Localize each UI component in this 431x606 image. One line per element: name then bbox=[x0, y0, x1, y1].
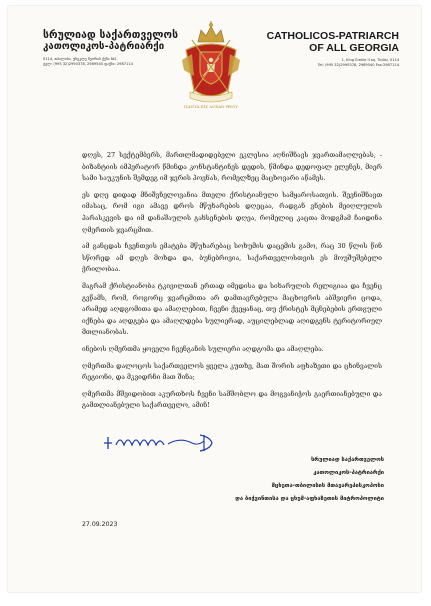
address-line: 0114, თბილისი, ერეკლე მეორის ქუჩა №1 bbox=[43, 57, 117, 61]
handwritten-signature bbox=[100, 431, 216, 453]
body-paragraph: ეს დღე დიდად მნიშვნელოვანია მთელი ქრისტიანული სამყაროსათვის. შევნიშნავთ იმასაც, რომ იგი ამავე დროს მწუხარების დღეცაა, რადგან ვნების მეიღლულის პარასკევის და იმ დანაშაულის გახსენების დღეა, რომელიც კაცთა მოდგმამ ჩაიდინა ღმერთის ჯვარცმით. bbox=[82, 190, 382, 234]
emblem-motto: ΠΑΝΤΑ ΕΙΣ ΔΟΞΑΝ ΘΕΟΥ bbox=[183, 104, 239, 109]
letter-date: 27.09.2023 bbox=[82, 521, 118, 528]
signatory-titles bbox=[234, 454, 384, 506]
contacts-line: ტელ: (995 32)2990378, 2989540 ფაქსი: 2987114 bbox=[43, 62, 133, 66]
body-paragraph: ამ განცდას ჩვენთვის ემატება მწუხარებაც სოხუმის დაცემის გამო, რაც 30 წლის წინ სწორედ ამ დღეს მოხდა და, ბუნებრივია, საქართველოსთვის ეს მოუშუშებელი ჭრილობაა. bbox=[82, 242, 382, 274]
letterhead-title-en-line1: CATHOLICOS-PATRIARCH bbox=[266, 30, 399, 42]
letterhead-title-line1: სრულიად საქართველოს bbox=[43, 29, 179, 41]
letterhead-english bbox=[254, 30, 399, 68]
signatory-line: სრულიად საქართველოს bbox=[311, 457, 384, 463]
signatory-line: მცხეთა-თბილისის მთავარეპისკოპოსი bbox=[271, 483, 384, 489]
contacts-line-en: Tel: (995 32)2990378, 2989540 Fax:2987114 bbox=[317, 63, 399, 67]
letterhead-title-en-line2: OF ALL GEORGIA bbox=[309, 42, 399, 54]
body-paragraph: დღეს, 27 სექტემბერს, მართლმადიდებელი ეკლესია აღნიშნავს ჯვართამაღლებას, - ბიზანტიის იმპერატორ წმინდა კონსტანტინეს დედის, წმინდა დედოფალ ელენეს, მიერ სამი საუკუნის შემდეგ იმ ჯვრის პოვნას, რომელზეც მაცხოვარი აწამეს. bbox=[82, 151, 382, 183]
letterhead-address-ge bbox=[43, 57, 193, 67]
letter-body bbox=[82, 150, 382, 417]
letterhead-georgian bbox=[43, 30, 193, 67]
letter-page bbox=[8, 6, 421, 592]
body-paragraph: ღმერთმა დალოცოს საქართველოს ყველა კუთხე, მათ შორის აფხაზეთი და ცხინვალის რეგიონი, და მკვიდრნი მათ შინა; bbox=[82, 361, 382, 382]
body-paragraph: ღმერთმა მშვიდობით აკურთხოს ჩვენი სამშობლო და მოგვანიჭოს გაერთიანებული და გამთლიანებული საქართველო, ამინ! bbox=[82, 389, 382, 410]
signatory-line: კათოლიკოს-პატრიარქი bbox=[313, 470, 384, 476]
letterhead-title-line2: კათოლიკოს-პატრიარქი bbox=[43, 41, 165, 52]
body-paragraph: ინებოს ღმერთმა ყოველი ჩვენგანის სულიერი აღდგომა და ამაღლება. bbox=[82, 344, 324, 353]
letterhead-address-en bbox=[254, 58, 399, 68]
signatory-line: და ბიჭვინთისა და ცხუმ-აფხაზეთის მიტროპოლიტი bbox=[235, 496, 384, 502]
patriarchate-emblem-icon bbox=[178, 20, 244, 118]
body-paragraph: მაგრამ ქრისტიანობა ტკივილთან ერთად იმედისა და სიხარულის რელიგიაა და ჩვენც გვწამს, რომ, როგორც ჯვარცმითა არ დამთავრებულა მაცხოვრის აბშვიერი ცოდა, არამედ აღდგომითა და ამაღლებით, ჩვენი ქვეყანაც, თუ ქრისტეს მცნებების ერთგული იქნება და აღდგება და ამაღლდება სულიერად, აუცილებლად აღიდგენს ტერიტორიულ მთლიანობას. bbox=[82, 281, 382, 337]
address-line-en: 1, King Erekle II sq. Tbilisi, 0114 bbox=[341, 58, 399, 62]
